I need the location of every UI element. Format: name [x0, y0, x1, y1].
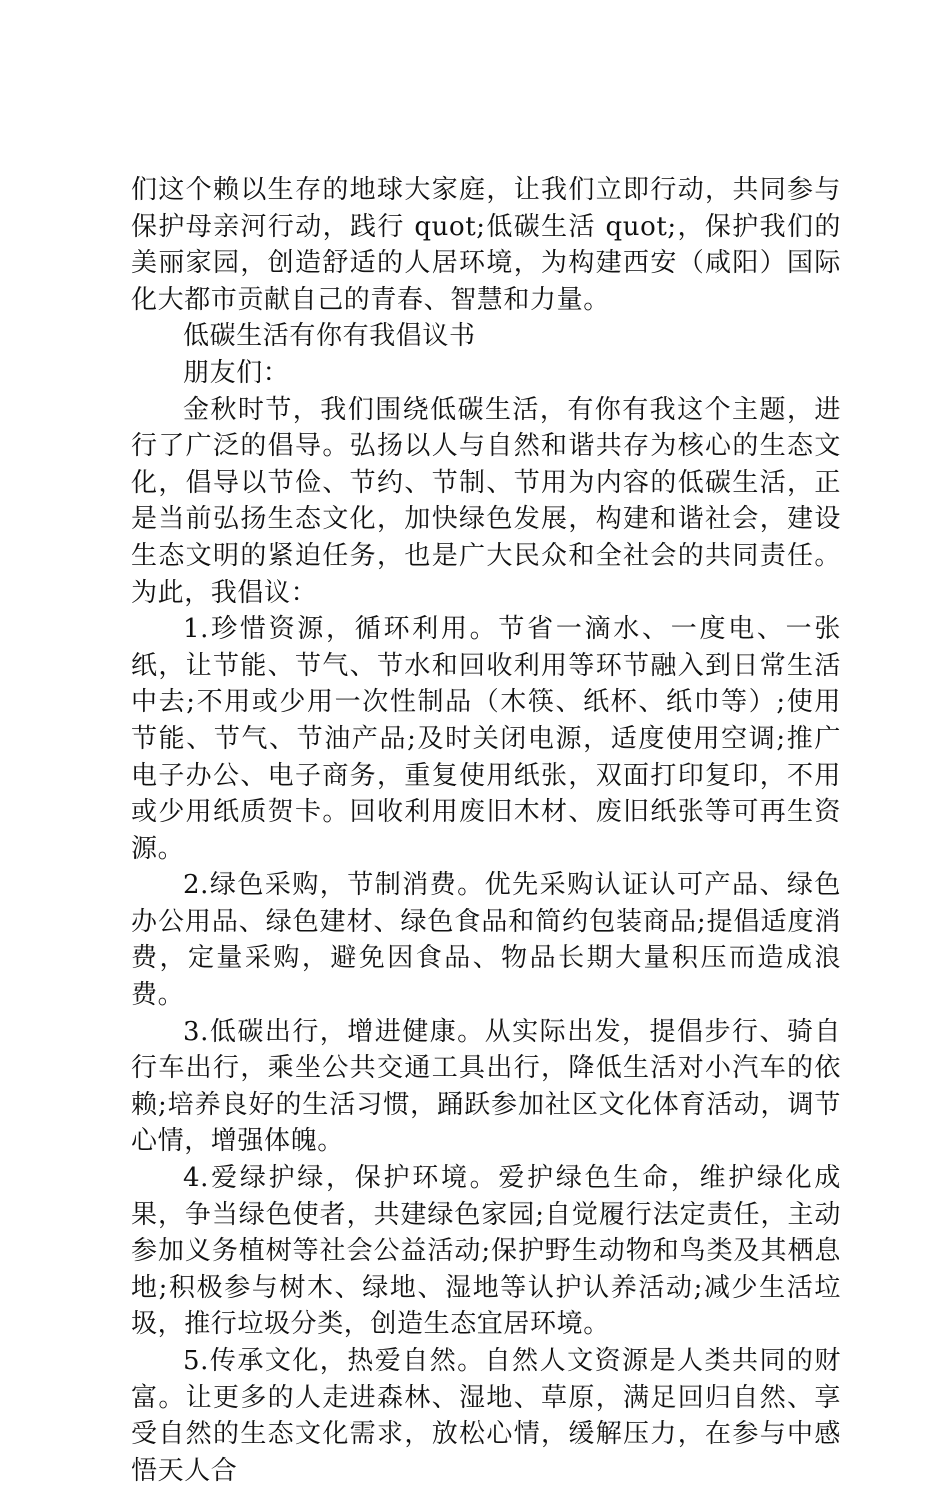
paragraph-item-5: 5.传承文化，热爱自然。自然人文资源是人类共同的财富。让更多的人走进森林、湿地、草原，满足回归自然、享受自然的生态文化需求，放松心情，缓解压力，在参与中感悟天人合: [131, 1346, 841, 1486]
paragraph-continuation: 们这个赖以生存的地球大家庭，让我们立即行动，共同参与保护母亲河行动，践行 quot;低碳生活 quot;，保护我们的美丽家园，创造舒适的人居环境，为构建西安（咸阳）国际化大都市贡献自己的青春、智慧和力量。: [131, 175, 841, 315]
paragraph-item-2: 2.绿色采购，节制消费。优先采购认证认可产品、绿色办公用品、绿色建材、绿色食品和简约包装商品;提倡适度消费，定量采购，避免因食品、物品长期大量积压而造成浪费。: [131, 870, 841, 1011]
paragraph-intro: 金秋时节，我们围绕低碳生活，有你有我这个主题，进行了广泛的倡导。弘扬以人与自然和谐共存为核心的生态文化，倡导以节俭、节约、节制、节用为内容的低碳生活，正是当前弘扬生态文化，加快绿色发展，构建和谐社会，建设生态文明的紧迫任务，也是广大民众和全社会的共同责任。为此，我倡议：: [131, 394, 841, 608]
paragraph-item-1: 1.珍惜资源，循环利用。节省一滴水、一度电、一张纸，让节能、节气、节水和回收利用等环节融入到日常生活中去;不用或少用一次性制品（木筷、纸杯、纸巾等）;使用节能、节气、节油产品;及时关闭电源，适度使用空调;推广电子办公、电子商务，重复使用纸张，双面打印复印，不用或少用纸质贺卡。回收利用废旧木材、废旧纸张等可再生资源。: [131, 614, 841, 864]
document-title: 低碳生活有你有我倡议书: [183, 321, 476, 352]
document-body: [131, 172, 841, 1489]
paragraph-item-4: 4.爱绿护绿，保护环境。爱护绿色生命，维护绿化成果，争当绿色使者，共建绿色家园;自觉履行法定责任，主动参加义务植树等社会公益活动;保护野生动物和鸟类及其栖息地;积极参与树木、绿地、湿地等认护认养活动;减少生活垃圾，推行垃圾分类，创造生态宜居环境。: [131, 1163, 841, 1340]
paragraph-item-3: 3.低碳出行，增进健康。从实际出发，提倡步行、骑自行车出行，乘坐公共交通工具出行，降低生活对小汽车的依赖;培养良好的生活习惯，踊跃参加社区文化体育活动，调节心情，增强体魄。: [131, 1016, 841, 1157]
salutation: 朋友们：: [183, 357, 290, 388]
